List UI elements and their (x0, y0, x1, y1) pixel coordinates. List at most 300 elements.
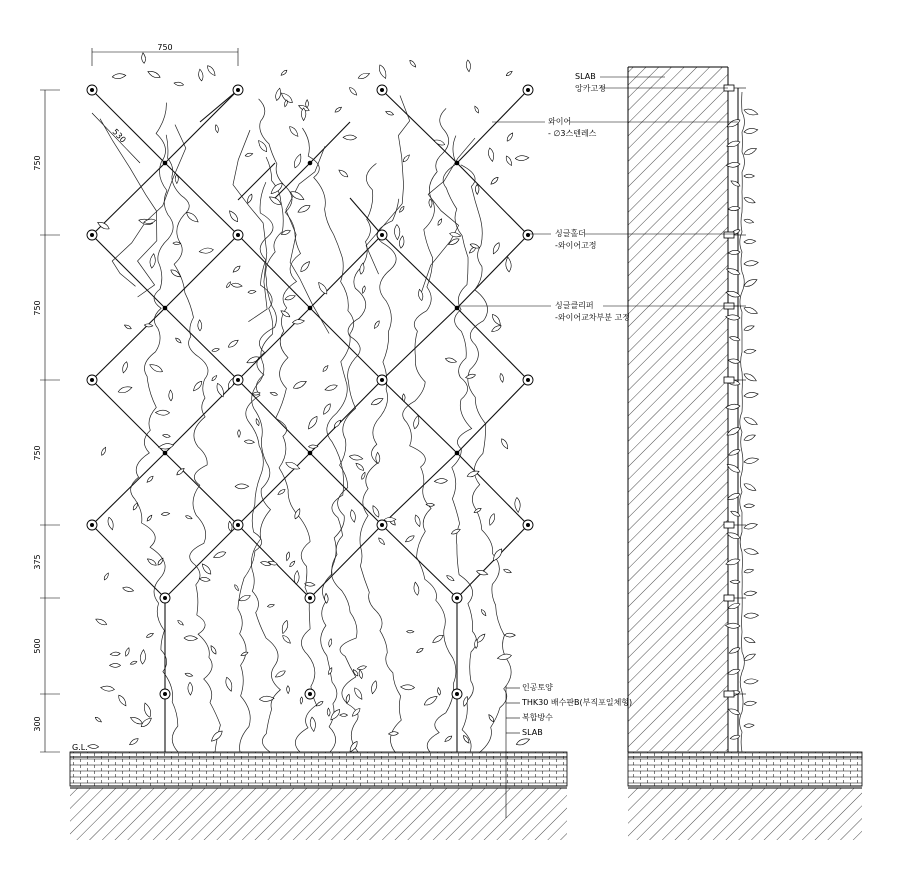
wire-segment (165, 525, 238, 598)
wire-segment (457, 308, 528, 380)
top-dimension-label: 750 (157, 43, 173, 52)
leaf (487, 147, 495, 161)
leaf (409, 59, 417, 68)
leaf (124, 647, 130, 657)
ground-level-label: G.L. (72, 743, 88, 752)
wire-holder-center (308, 596, 312, 600)
leaf (198, 320, 202, 331)
leaf (117, 694, 128, 707)
leaf (122, 586, 134, 593)
leaf (515, 155, 529, 161)
leaf (506, 132, 514, 142)
leaf (412, 415, 420, 429)
callout-clip-title: 싱글클리퍼 (555, 301, 594, 310)
leaf (269, 181, 284, 195)
leaf (370, 396, 384, 406)
leaf (146, 475, 154, 483)
section-leaf (744, 700, 757, 706)
leaf (361, 472, 367, 480)
leaf (142, 702, 152, 718)
callout-wire-title: 와이어 (548, 117, 572, 126)
section-leaf (744, 348, 756, 354)
leaf (466, 60, 471, 72)
section-leaf (730, 734, 741, 740)
wire-clip (308, 306, 313, 311)
wire-holder-center (455, 596, 459, 600)
section-leaf (743, 108, 758, 117)
leaf (210, 645, 218, 655)
vine-tendril (112, 125, 186, 287)
leaf (257, 139, 269, 153)
leaf (505, 257, 512, 272)
leaf (329, 708, 342, 721)
section-leaf (744, 723, 754, 727)
dimension-label-3: 750 (33, 445, 42, 461)
wire-segment (310, 122, 350, 163)
wire-segment (310, 525, 382, 598)
wire-segment (350, 198, 382, 235)
wire-holder-center (526, 88, 530, 92)
leaf (385, 110, 394, 116)
wire-fixtures (87, 85, 533, 699)
leaf (504, 633, 515, 637)
leaf (474, 105, 480, 113)
leaf (308, 445, 317, 449)
section-leaf (744, 504, 755, 508)
leaf (399, 236, 405, 249)
leaf (232, 265, 241, 274)
leaf (117, 385, 132, 394)
leaf (170, 268, 182, 278)
layer-label-1: 인공토양 (522, 683, 553, 692)
leaf (476, 569, 488, 576)
leaf (185, 672, 193, 677)
dimension-label-2: 750 (33, 300, 42, 316)
leaf (121, 361, 128, 373)
dimension-label-1: 750 (33, 155, 42, 171)
leaf (234, 584, 240, 591)
section-holder (724, 232, 734, 238)
wire-segment (382, 90, 457, 163)
section-leaf (728, 448, 741, 457)
section-leaf (727, 602, 741, 611)
leaf (215, 382, 225, 397)
leaf (213, 550, 227, 559)
leaf (231, 282, 242, 288)
leaf (378, 537, 386, 546)
leaf (286, 686, 289, 694)
leaf (431, 634, 444, 645)
section-leaf (743, 416, 759, 427)
wire-holder-center (236, 233, 240, 237)
leaf (169, 390, 173, 401)
section-leaf (743, 547, 759, 555)
leaf (198, 69, 204, 81)
wire-holder-center (380, 233, 384, 237)
wire-clip (455, 306, 460, 311)
leaf (322, 403, 332, 416)
leaf (107, 517, 115, 531)
callout-clip-spec: -와이어교차부분 고정 (555, 313, 630, 322)
dimension-label-4: 375 (33, 554, 42, 570)
leaf (503, 568, 512, 574)
leaf (185, 211, 200, 224)
leaf (417, 289, 423, 301)
wire-clip (308, 451, 313, 456)
leaf (128, 737, 139, 746)
leaf (227, 338, 239, 348)
leaf (338, 168, 349, 178)
section-leaf (728, 707, 741, 716)
leaf (224, 676, 234, 692)
wire-segment (382, 525, 457, 598)
section-leaf (743, 146, 757, 156)
leaf (280, 309, 291, 318)
leaf (211, 375, 218, 382)
section-leaf (744, 391, 759, 398)
leaf (149, 253, 156, 268)
leaf (434, 478, 447, 484)
section-vine (740, 92, 745, 752)
wire-holder-center (163, 596, 167, 600)
leaf (277, 488, 286, 495)
leaf (446, 574, 455, 582)
diagonal-dimension (92, 113, 140, 163)
leaf (281, 634, 291, 644)
section-leaf (744, 127, 759, 134)
leaf (206, 64, 217, 77)
section-leaf (744, 239, 756, 244)
leaf (289, 560, 296, 567)
leaf (348, 86, 358, 96)
section-leaf (743, 372, 758, 383)
wire-holder-center (90, 233, 94, 237)
vine-stem (259, 99, 317, 752)
leaf (351, 707, 361, 717)
leaf (315, 700, 323, 707)
wire-segment (92, 90, 165, 163)
leaf (322, 365, 329, 373)
wire-holder-center (380, 378, 384, 382)
leaf (306, 100, 309, 108)
leaf (235, 484, 249, 489)
leaf (299, 260, 311, 273)
wire-segment (200, 90, 238, 122)
wire-segment (165, 308, 238, 380)
section-leaf (744, 590, 757, 596)
leaf (248, 290, 256, 294)
leaf (500, 438, 510, 450)
leaf (280, 69, 288, 76)
callout-holder-spec: -와이어고정 (555, 241, 597, 250)
wire-segment (382, 380, 457, 453)
wire-clip (163, 451, 168, 456)
vine-stem (461, 165, 511, 752)
leaf (309, 717, 316, 732)
leaf (444, 735, 453, 743)
section-leaf (727, 668, 741, 676)
leaf (414, 514, 422, 527)
section-leaf (730, 510, 741, 518)
section-leaf (730, 580, 740, 584)
wire-segment (92, 453, 165, 525)
leaf (488, 513, 496, 526)
leaf (188, 682, 193, 695)
leaf (400, 684, 414, 690)
leaf (124, 324, 132, 330)
leaf (212, 348, 220, 353)
leaf (423, 694, 439, 707)
leaf (100, 685, 114, 692)
callout-anchor: 앙카고정 (575, 84, 606, 93)
leaf (95, 617, 108, 626)
leaf (292, 379, 307, 390)
leaf (361, 286, 366, 294)
leaf (377, 64, 388, 80)
leaf (293, 153, 303, 169)
leaf (228, 209, 240, 223)
leaf (255, 418, 260, 426)
leaf (413, 582, 420, 596)
leaf (130, 660, 137, 665)
leaf (327, 708, 330, 716)
leaf (437, 687, 441, 695)
section-leaf (743, 636, 756, 644)
diagonal-dimension-label: 530 (110, 127, 128, 145)
vine-tendril (422, 138, 475, 292)
leaf (200, 562, 212, 575)
leaf (324, 383, 338, 392)
leaf (175, 337, 182, 344)
leaf (349, 454, 363, 461)
wire-segment (457, 453, 528, 525)
wire-holder-center (526, 523, 530, 527)
leaf (334, 106, 342, 113)
leaf (281, 620, 290, 635)
wire-segment (238, 308, 310, 380)
leaf (146, 632, 154, 638)
leaf (355, 462, 365, 472)
leaf (270, 391, 278, 396)
callout-slab-top: SLAB (575, 72, 596, 81)
wire-segment (310, 235, 382, 308)
leaf (281, 229, 292, 236)
leaf (148, 362, 163, 373)
leaf (491, 242, 501, 255)
wire-holder-center (380, 523, 384, 527)
leaf (324, 593, 328, 603)
leaf (300, 697, 303, 704)
leaf (370, 680, 378, 694)
leaf (499, 373, 504, 383)
wire-holder-center (90, 88, 94, 92)
leaf (404, 534, 415, 543)
section-leaf (744, 678, 759, 684)
leaf (147, 69, 161, 79)
wire-holder-center (526, 233, 530, 237)
leaf (100, 447, 107, 456)
wire-segment (238, 163, 275, 200)
wire-holder-center (236, 88, 240, 92)
callout-holder-title: 싱글홀더 (555, 229, 586, 238)
leaf (157, 557, 164, 566)
section-leaf (743, 433, 756, 442)
leaf (349, 509, 356, 522)
leaf (175, 174, 178, 183)
leaf (297, 204, 311, 215)
leaf (285, 552, 290, 562)
leaf (88, 744, 99, 749)
section-leaf (744, 613, 759, 619)
leaf (451, 528, 461, 536)
leaf (301, 108, 306, 121)
wire-clip (163, 306, 168, 311)
leaf (505, 155, 513, 166)
layer-label-4: SLAB (522, 728, 543, 737)
leaf (184, 636, 197, 641)
wire-clip (163, 161, 168, 166)
section-leaf (730, 179, 741, 187)
wire-clip (455, 451, 460, 456)
section-holder (724, 377, 734, 383)
wire-holder-center (308, 692, 312, 696)
leaf (497, 653, 512, 661)
leaf (177, 619, 184, 626)
wire-holder-center (455, 692, 459, 696)
leaf (388, 731, 398, 735)
leaf (228, 521, 233, 532)
wire-segment (457, 163, 528, 235)
vine-stem (131, 103, 178, 752)
wire-holder-center (526, 378, 530, 382)
wire-segment (165, 453, 238, 525)
leaf (394, 225, 400, 240)
wire-clip (308, 161, 313, 166)
leaf (343, 135, 357, 140)
leaf (376, 452, 380, 463)
section-leaf (743, 324, 755, 332)
dimension-label-5: 500 (33, 638, 42, 654)
leaf (185, 515, 193, 520)
wire-segment (165, 380, 238, 453)
section-leaf (729, 335, 741, 342)
wall-section (628, 67, 862, 840)
leaf (402, 154, 411, 163)
layer-label-2: THK30 배수판B(부직포일체형) (522, 698, 633, 707)
leaf (317, 281, 329, 295)
section-leaf (743, 522, 758, 530)
leaf (141, 53, 146, 64)
leaf (288, 125, 300, 138)
wire-segment (382, 308, 457, 380)
leaf (328, 638, 333, 647)
leaf (174, 81, 184, 86)
section-leaf (743, 652, 757, 662)
layer-label-3: 복합방수 (522, 713, 553, 722)
leaf (284, 294, 296, 301)
wire-segment (457, 525, 528, 598)
section-holder (724, 595, 734, 601)
leaf (274, 88, 281, 101)
section-leaf (743, 482, 757, 493)
callout-wire-spec: - ∅3스텐레스 (548, 129, 597, 138)
section-leaf (743, 457, 759, 465)
top-dimension (92, 43, 238, 66)
section-holder (724, 522, 734, 528)
section-leaf (743, 196, 756, 205)
leaf (358, 669, 363, 679)
wire-segment (382, 453, 457, 525)
vine-tendril (366, 95, 410, 274)
leaf (146, 514, 153, 522)
leaf (162, 434, 170, 438)
leaf (416, 647, 424, 654)
leaf (333, 419, 342, 429)
leaf (238, 430, 241, 438)
dimension-label-6: 300 (33, 716, 42, 732)
left-dimension-chain (33, 90, 112, 752)
section-leaf (744, 568, 754, 573)
leaf (274, 669, 286, 679)
leaf (306, 415, 319, 431)
leaf (373, 320, 380, 329)
leaf (246, 193, 253, 203)
leaf (199, 247, 214, 254)
leaf (353, 687, 364, 701)
leaf (490, 176, 500, 186)
leaf (506, 70, 513, 77)
leaf (129, 715, 143, 725)
leaf (192, 380, 204, 392)
leaf (407, 630, 414, 633)
leaf (110, 652, 120, 656)
leaf (161, 512, 170, 516)
leaf (240, 651, 248, 657)
leaf (437, 218, 443, 226)
section-leaf (744, 218, 754, 224)
section-leaf (744, 260, 759, 267)
wire-holder-center (236, 523, 240, 527)
leaf (514, 497, 521, 512)
leaf (475, 184, 479, 194)
leaf (488, 714, 495, 723)
vine-tendril (100, 119, 157, 297)
leaf (327, 667, 333, 675)
section-leaf (727, 492, 741, 501)
leaf (199, 577, 210, 582)
leaf (110, 663, 121, 667)
leaf (357, 72, 370, 81)
leaf (445, 357, 457, 364)
leaf (155, 410, 169, 415)
leaf (146, 557, 157, 566)
vine-stem (360, 199, 401, 752)
leaf (112, 73, 126, 79)
wire-holder-center (90, 378, 94, 382)
wire-holder-center (163, 692, 167, 696)
wire-holder-center (236, 378, 240, 382)
wire-segment (165, 163, 238, 235)
leaf (140, 649, 146, 664)
section-holder (724, 691, 734, 697)
front-ground-section (70, 752, 567, 840)
section-leaf (744, 174, 754, 178)
leaf (480, 609, 487, 617)
leaf (103, 572, 110, 580)
leaf (267, 604, 274, 608)
section-leaf (743, 277, 758, 288)
leaf (340, 714, 348, 717)
